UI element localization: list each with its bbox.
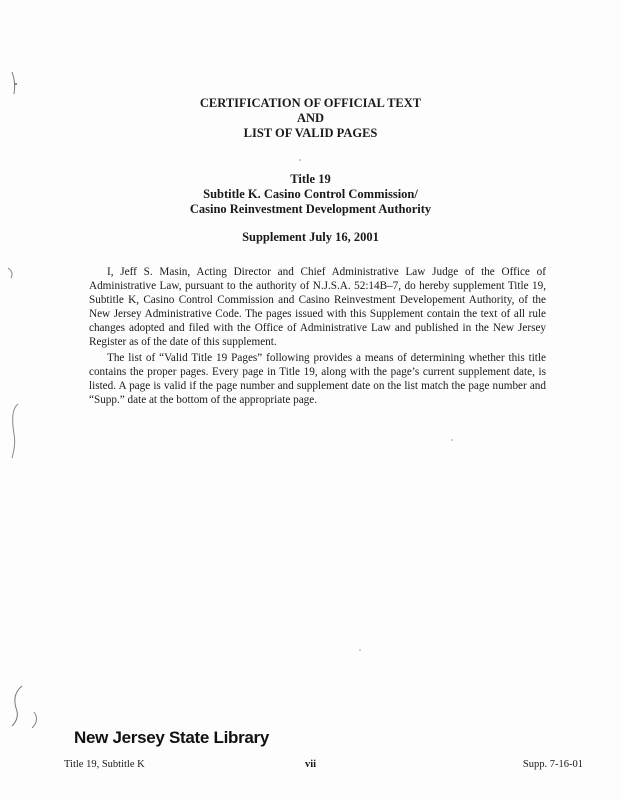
certification-paragraph: I, Jeff S. Masin, Acting Director and Chief Administrative Law Judge of the Office of Administrative Law, pursuant to the authority of N.J.S.A. 52:14B–7, do hereby supplement Title 19, Subtitle K, Casino Control Commission and Casino Reinvestment Developement Authority, of the New Jersey Administrative Code. The pages issued with this Supplement contain the text of all rule changes adopted and filed with the Office of Administrative Law and published in the New Jersey Register as of the date of this supplement. [89, 266, 546, 348]
supplement-date-heading: Supplement July 16, 2001 [242, 230, 379, 244]
subtitle-line-2: Casino Reinvestment Development Authority [189, 202, 432, 216]
certification-heading [0, 96, 621, 141]
footer-page-number: vii [304, 759, 317, 770]
library-stamp: New Jersey State Library [74, 728, 270, 747]
title-number: Title 19 [290, 172, 331, 186]
certification-line-1: CERTIFICATION OF OFFICIAL TEXT [199, 96, 422, 110]
title-block [0, 172, 621, 217]
valid-pages-paragraph: The list of “Valid Title 19 Pages” following provides a means of determining whether this title contains the proper pages. Every page in Title 19, along with the page’s current supplement date, is listed. A page is valid if the page number and supplement date on the list match the page number and “Supp.” date at the bottom of the appropriate page. [89, 352, 546, 406]
certification-line-2: AND [296, 111, 325, 125]
footer-title: Title 19, Subtitle K [64, 759, 145, 770]
footer-supplement-date: Supp. 7-16-01 [522, 759, 583, 770]
certification-line-3: LIST OF VALID PAGES [243, 126, 378, 140]
subtitle-line-1: Subtitle K. Casino Control Commission/ [203, 187, 418, 201]
